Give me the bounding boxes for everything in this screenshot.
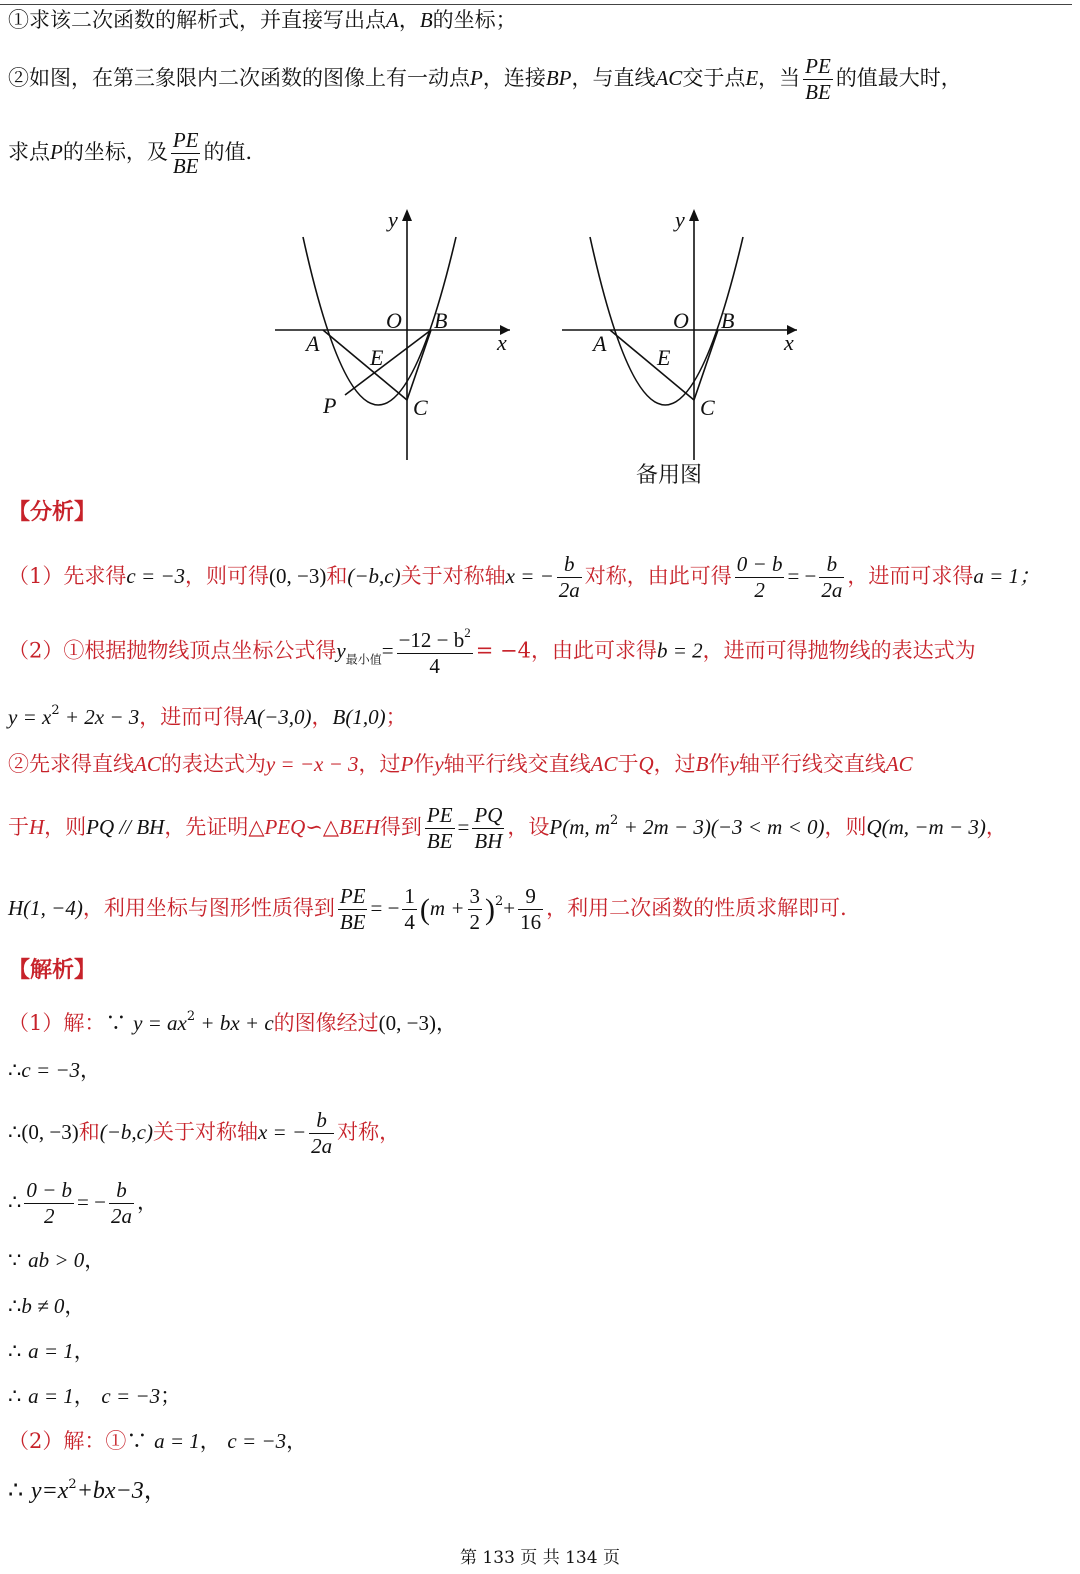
parabola-figure-backup bbox=[557, 205, 807, 465]
analysis-line-1: （1）先求得c = −3，则可得(0, −3)和(−b,c)关于对称轴x = − $\frac{b}{2a}$ 对称，由此可得 $\frac{0 - b}{2}$ = − $\frac{b}{2a}$ ，进而可求得a = 1； bbox=[8, 552, 1041, 603]
segment-AC bbox=[323, 330, 407, 400]
y-axis-arrow bbox=[689, 209, 699, 221]
solution-line-4: ∴ $\frac{0 - b}{2}$ = − $\frac{b}{2a}$ ， bbox=[8, 1178, 158, 1229]
analysis-heading: 【分析】 bbox=[8, 500, 97, 525]
solution-line-9: （2）解：①∵ a = 1， c = −3， bbox=[8, 1429, 308, 1453]
segment-AC bbox=[610, 330, 694, 400]
label-B: B bbox=[434, 308, 448, 333]
solution-line-6: ∴b ≠ 0， bbox=[8, 1294, 86, 1318]
label-B: B bbox=[721, 308, 735, 333]
solution-line-1: （1）解：∵ $y = ax^2$ + bx + c的图像经过(0, −3)， bbox=[8, 1009, 457, 1035]
label-E: E bbox=[657, 345, 671, 370]
solution-line-7: ∴ a = 1， bbox=[8, 1339, 95, 1363]
label-x: x bbox=[497, 330, 507, 355]
segment-BC bbox=[694, 330, 718, 400]
label-O: O bbox=[673, 308, 689, 333]
solution-line-3: ∴(0, −3)和(−b,c)关于对称轴x = − $\frac{b}{2a}$ 对称， bbox=[8, 1108, 401, 1159]
label-A: A bbox=[593, 331, 607, 356]
y-axis-arrow bbox=[402, 209, 412, 221]
solution-line-8: ∴ a = 1， c = −3； bbox=[8, 1384, 182, 1408]
analysis-line-3: $y = x^2 + 2x - 3$，进而可得A(−3,0)，B(1,0)； bbox=[8, 703, 407, 729]
parabola-figure-main bbox=[270, 205, 520, 465]
label-y: y bbox=[675, 207, 685, 232]
figure-caption: 备用图 bbox=[636, 463, 703, 488]
segment-BC bbox=[407, 330, 431, 400]
question-2: ②如图，在第三象限内二次函数的图像上有一动点P，连接BP，与直线AC交于点E，当 $\frac{PE}{BE}$ 的值最大时， bbox=[8, 54, 962, 105]
question-2-cont: 求点P的坐标，及 $\frac{PE}{BE}$ 的值． bbox=[8, 128, 267, 179]
solution-line-10: ∴ $y=x^2+bx-3$， bbox=[8, 1476, 168, 1504]
label-A: A bbox=[306, 331, 320, 356]
solution-heading: 【解析】 bbox=[8, 958, 97, 983]
label-P: P bbox=[323, 393, 337, 418]
top-rule bbox=[0, 4, 1072, 5]
label-C: C bbox=[413, 395, 428, 420]
page-footer: 第 133 页 共 134 页 bbox=[460, 1548, 620, 1568]
label-O: O bbox=[386, 308, 402, 333]
label-E: E bbox=[370, 345, 384, 370]
analysis-line-4: ②先求得直线AC的表达式为y = −x − 3，过P作y轴平行线交直线AC于Q，过B作y轴平行线交直线AC bbox=[8, 752, 913, 776]
label-y: y bbox=[388, 207, 398, 232]
solution-line-5: ∵ ab > 0， bbox=[8, 1248, 106, 1272]
label-x: x bbox=[784, 330, 794, 355]
segment-BP bbox=[345, 330, 431, 395]
label-C: C bbox=[700, 395, 715, 420]
solution-line-2: ∴c = −3， bbox=[8, 1058, 102, 1082]
question-1: ①求该二次函数的解析式，并直接写出点A，B的坐标； bbox=[8, 8, 517, 32]
analysis-line-6: H(1, −4)，利用坐标与图形性质得到 $\frac{PE}{BE}$ = − $\frac{1}{4}$ (m + $\frac{3}{2}$ )$^2$+ $\frac{9}{16}$ ，利用二次函数的性质求解即可． bbox=[8, 884, 862, 935]
analysis-line-2: （2）①根据抛物线顶点坐标公式得$y_{最小值}=$ $\frac{-12 - b^2}{4}$ = −4，由此可求得b = 2，进而可得抛物线的表达式为 bbox=[8, 625, 976, 679]
analysis-line-5: 于H，则PQ // BH，先证明△PEQ∽△BEH得到 $\frac{PE}{BE}$ = $\frac{PQ}{BH}$ ，设P(m, $m^2 + 2m - 3)(-3 < m < 0)$，则Q(m, −m − 3)， bbox=[8, 803, 1007, 854]
